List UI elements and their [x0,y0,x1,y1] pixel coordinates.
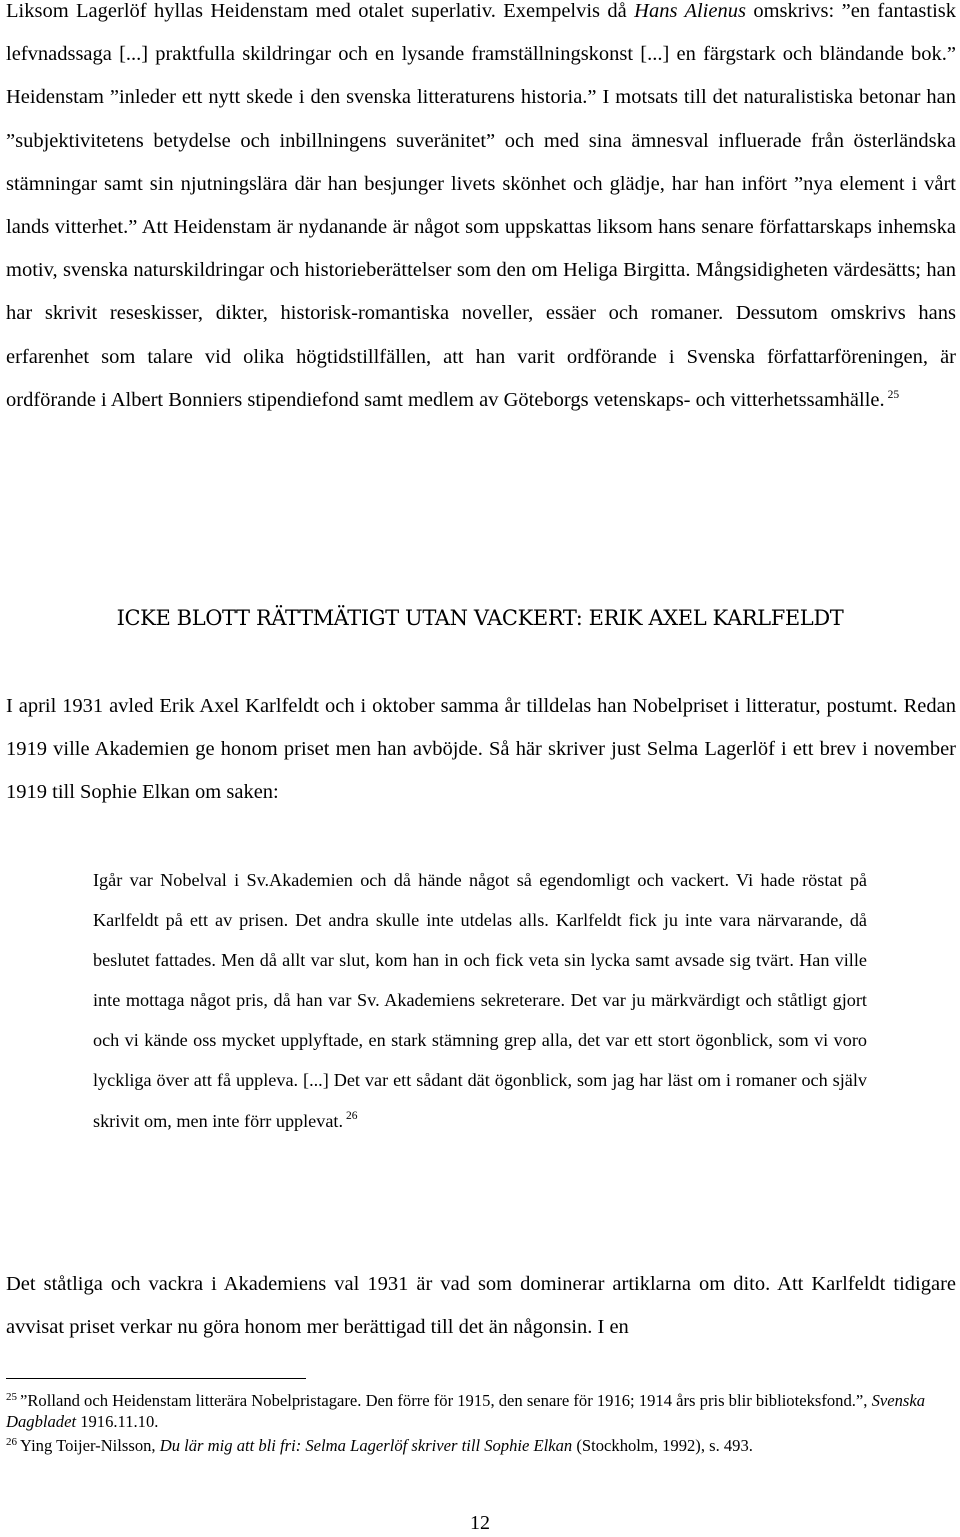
footnote-reference[interactable]: 25 [887,388,900,401]
footnote-separator [6,1378,306,1379]
body-paragraph-1 [6,0,956,422]
body-paragraph-2 [6,685,956,815]
footnote-number: 26 [6,1436,17,1448]
section-heading: ICKE BLOTT RÄTTMÄTIGT UTAN VACKERT: ERIK AXEL KARLFELDT [116,606,844,630]
footnote-text: ”Rolland och Heidenstam litterära Nobelpristagare. Den förre för 1915, den senare för 1916; 1914 års pris blir biblioteksfond.”, [20,1391,872,1410]
page-number: 12 [470,1512,490,1534]
block-quote [93,860,867,1141]
footnote-source-title: Svenska Dagbladet [6,1391,926,1431]
footnote-25 [6,1390,952,1432]
footnote-source-title: Du lär mig att bli fri: Selma Lagerlöf skriver till Sophie Elkan [159,1436,573,1455]
footnote-text-end: 1916.11.10. [76,1412,159,1431]
italic-title: Hans Alienus [634,0,746,22]
paragraph-text: Det ståtliga och vackra i Akademiens val 1931 är vad som dominerar artiklarna om dito. Att Karlfeldt tidigare avvisat priset verkar nu göra honom mer berättigad till det än någonsin. I en [6,1273,956,1339]
paragraph-text: I april 1931 avled Erik Axel Karlfeldt och i oktober samma år tilldelas han Nobelpriset i litteratur, postumt. Redan 1919 ville Akademien ge honom priset men han avböjde. Så här skriver just Selma Lagerlöf i ett brev i november 1919 till Sophie Elkan om saken: [6,695,956,804]
body-paragraph-3 [6,1263,956,1349]
footnote-text-end: (Stockholm, 1992), s. 493. [572,1436,753,1455]
footnote-text: Ying Toijer-Nilsson, [20,1436,160,1455]
quote-text: Igår var Nobelval i Sv.Akademien och då hände något så egendomligt och vackert. Vi hade röstat på Karlfeldt på ett av prisen. Det andra skulle inte utdelas alls. Karlfeldt fick ju inte vara närvarande, då beslutet fattades. Men då allt var slut, kom han in och fick veta sin lycka samt avsade sig tvärt. Han ville inte mottaga något pris, då han var Sv. Akademiens sekreterare. Det var ju märkvärdigt och ståtligt gjort och vi kände oss mycket upplyftade, en stark stämning grep alla, det var ett stort ögonblick, som vi voro lyckliga över att få uppleva. [...] Det var ett sådant dät ögonblick, som jag har läst om i romaner och själv skrivit om, men inte förr upplevat. [93,870,867,1131]
footnote-26 [6,1435,952,1456]
paragraph-text: Liksom Lagerlöf hyllas Heidenstam med otalet superlativ. Exempelvis då [6,0,635,22]
footnote-number: 25 [6,1391,17,1403]
footnote-reference[interactable]: 26 [346,1109,358,1122]
paragraph-text-continued: omskrivs: ”en fantastisk lefvnadssaga [...] praktfulla skildringar och en lysande framställningskonst [...] en färgstark och bländande bok.” Heidenstam ”inleder ett nytt skede i den svenska litteraturens historia.” I motsats till det naturalistiska betonar han ”subjektivitetens betydelse och inbillningens suveränitet” och med sina ämnesval influerade från österländska stämningar samt sin njutningslära där han besjunger livets skönhet och glädje, har han infört ”nya element i vårt lands vitterhet.” Att Heidenstam är nydanande är något som uppskattas liksom hans senare författarskaps inhemska motiv, svenska naturskildringar och historieberättelser som den om Heliga Birgitta. Mångsidigheten värdesätts; han har skrivit reseskisser, dikter, historisk-romantiska noveller, essäer och romaner. Dessutom omskrivs hans erfarenhet som talare vid olika högtidstillfällen, att han varit ordförande i Svenska författarföreningen, är ordförande i Albert Bonniers stipendiefond samt medlem av Göteborgs vetenskaps- och vitterhetssamhälle. [6,0,956,411]
